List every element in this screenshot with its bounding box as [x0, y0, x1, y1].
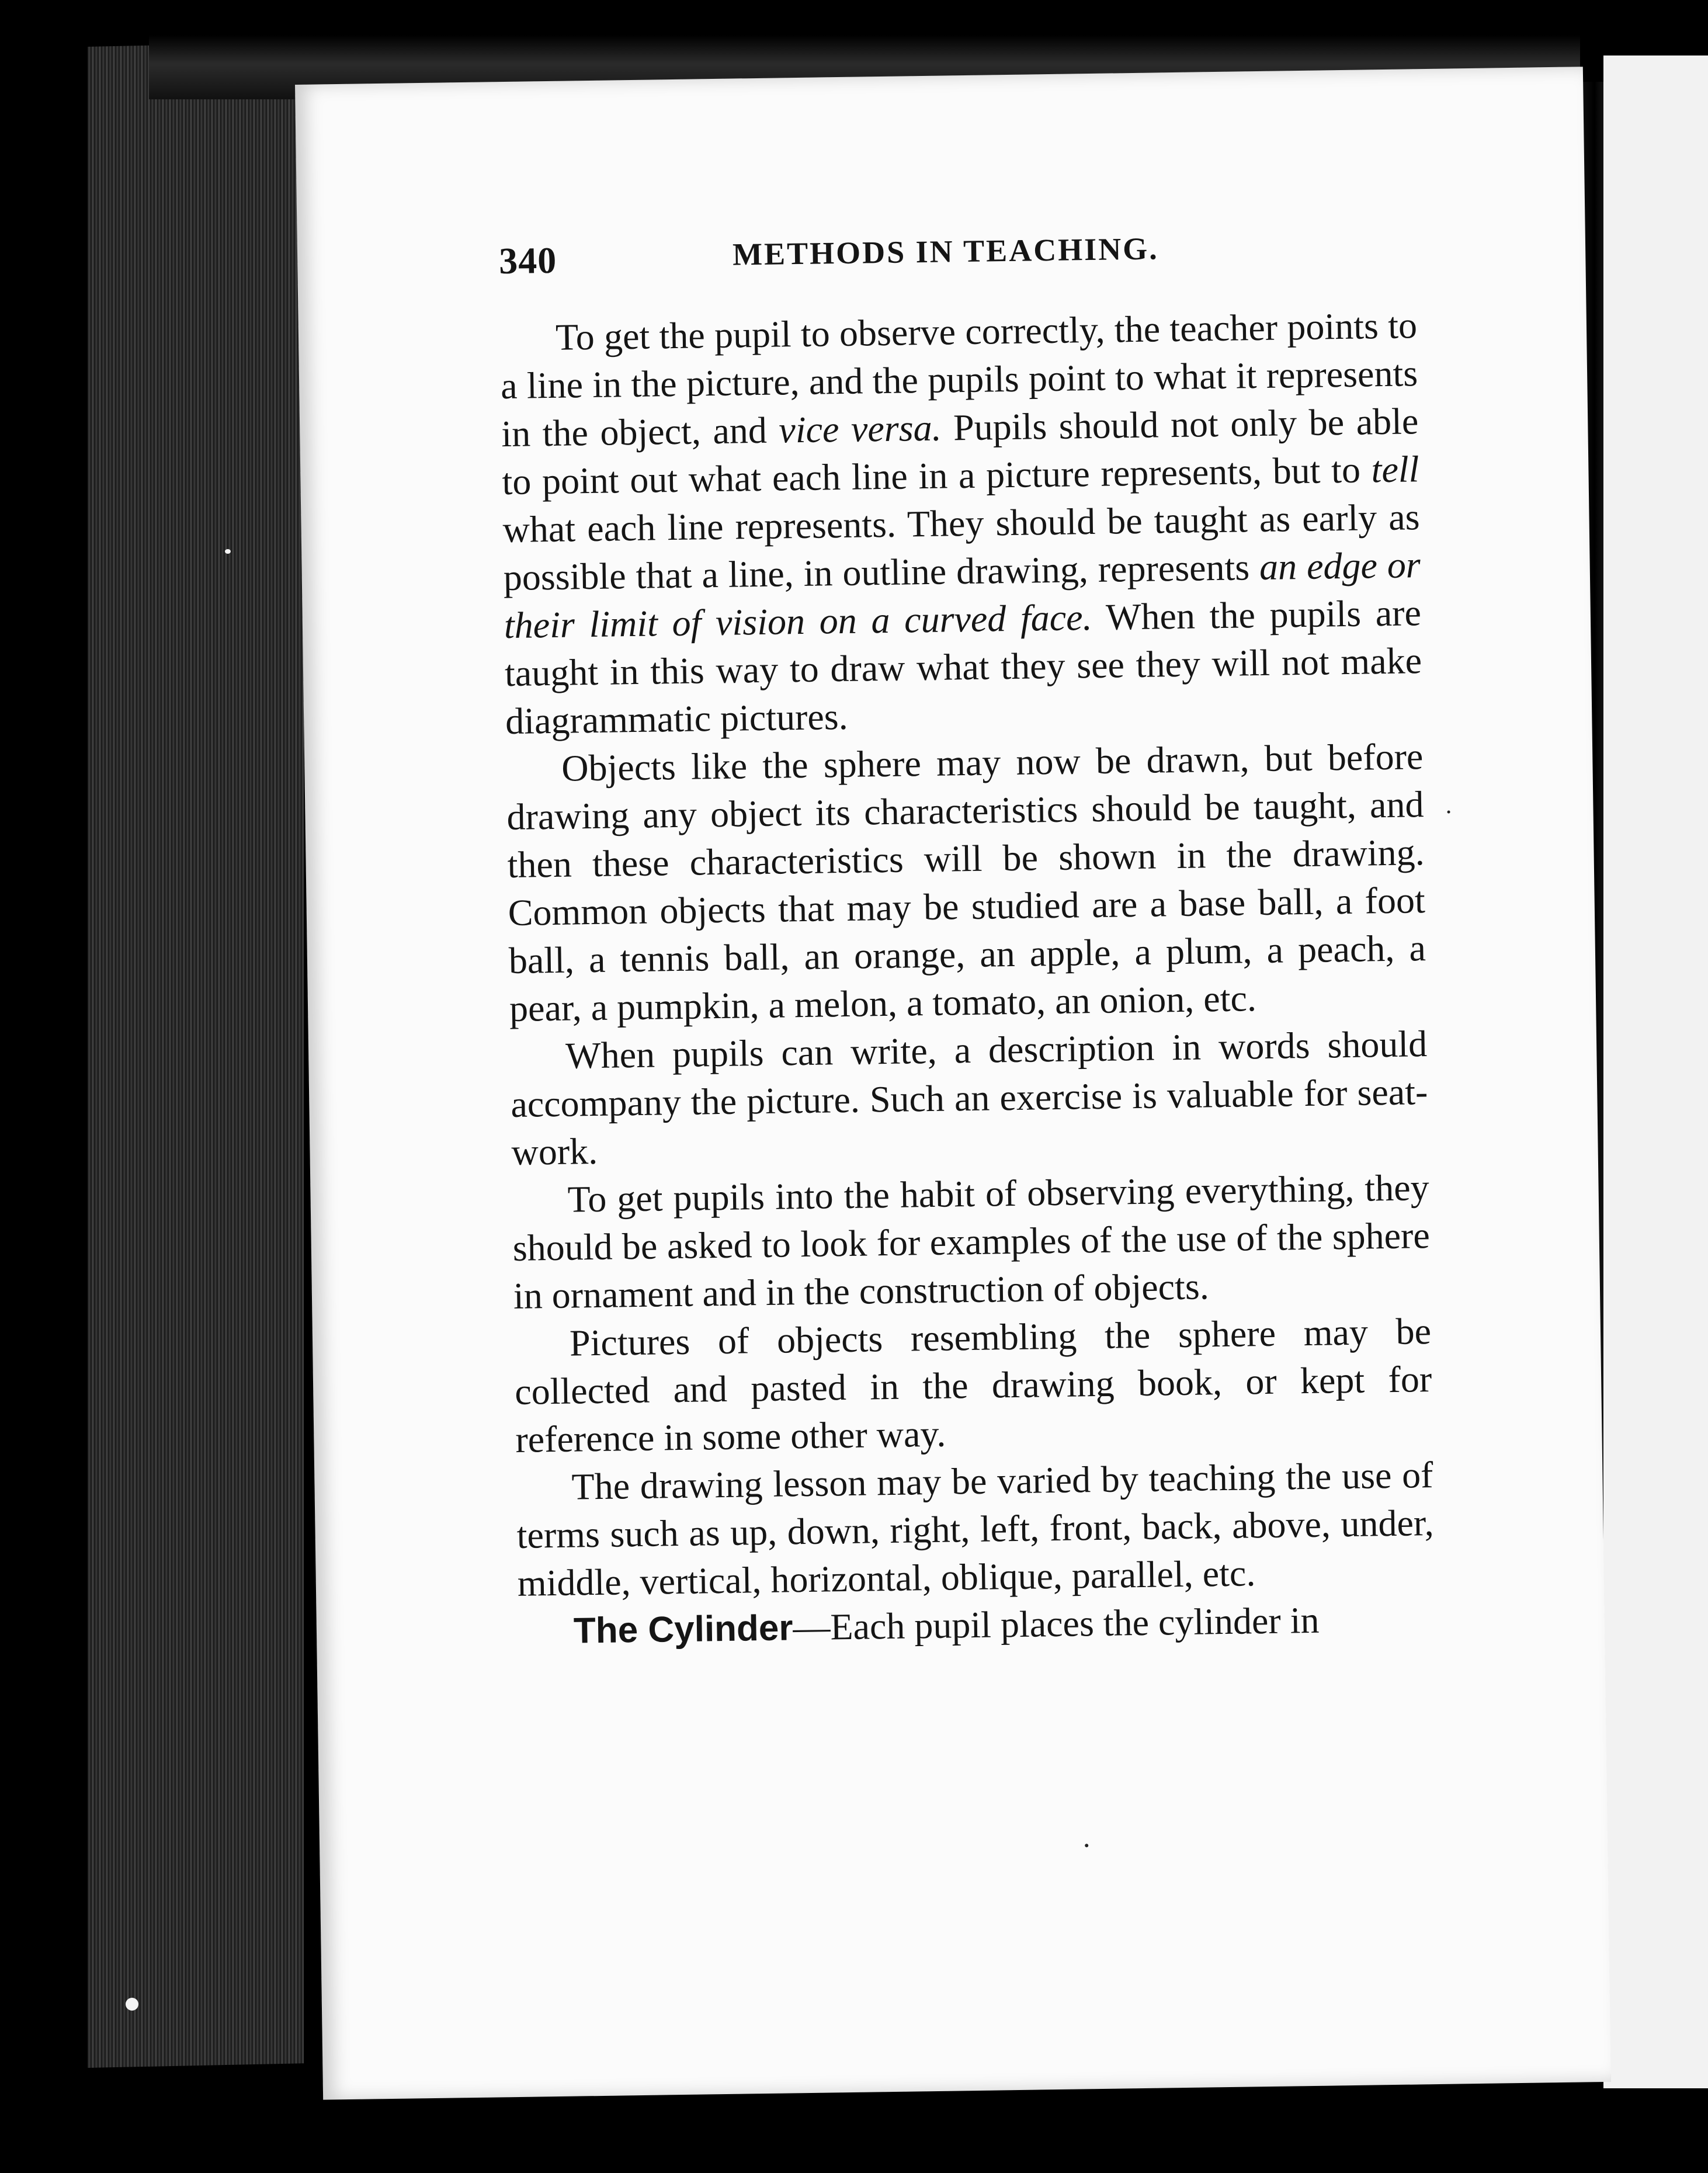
- italic-text: vice versa.: [778, 407, 942, 451]
- paragraph-text: When the pupils are taught in this way to draw what they see they will not make diagrammatic pictures.: [504, 592, 1422, 742]
- scan-speck: [1085, 1844, 1088, 1847]
- paragraph-text: Pupils should not only be able to point out what each line in a picture represents, but to: [502, 400, 1419, 503]
- scan-speck: [126, 1998, 138, 2011]
- paragraph-habit-observing: To get pupils into the habit of observing everything, they should be asked to look for examples of the use of the sphere in ornament and in the construction of objects.: [512, 1167, 1431, 1317]
- page-number: 340: [498, 239, 557, 282]
- scan-speck: [225, 549, 231, 554]
- page-text-block: [499, 227, 1436, 1656]
- paragraph-text: what each line represents. They should be taught as early as possible that a line, in outline drawing, represents: [502, 496, 1421, 599]
- paragraph-pictures-collected: Pictures of objects resembling the sphere may be collected and pasted in the drawing book, or kept for reference in some other way.: [514, 1310, 1432, 1460]
- book-page-edges: [88, 42, 304, 2068]
- paragraph-text: To get the pupil to observe correctly, the teacher points to a line in the picture, and the pupils point to what it represents in the object, and: [500, 304, 1418, 455]
- paragraph-objects-sphere: Objects like the sphere may now be drawn, but before drawing any object its characteristics should be taught, and then these characteristics will be shown in the drawing. Common objects that may be studied are a base ball, a foot ball, a tennis ball, an orange, an apple, a plum, a peach, a pear, a pumpkin, a melon, a tomato, an onion, etc.: [506, 735, 1426, 1030]
- section-heading-cylinder: The Cylinder: [573, 1608, 793, 1651]
- book-page: [295, 67, 1611, 2099]
- running-head: [499, 227, 1417, 292]
- paragraph-drawing-lesson-terms: The drawing lesson may be varied by teaching the use of terms such as up, down, right, left, front, back, above, under, middle, vertical, horizontal, oblique, parallel, etc.: [516, 1454, 1435, 1604]
- italic-text: tell: [1371, 448, 1419, 491]
- paragraph-description-words: When pupils can write, a description in words should accompany the picture. Such an exercise is valuable for seat-work.: [510, 1023, 1428, 1174]
- scan-speck: [1447, 811, 1450, 814]
- italic-text: an edge or their limit of vision on a curved face.: [504, 544, 1421, 647]
- paragraph-text: —Each pupil places the cylinder in: [792, 1599, 1320, 1648]
- paragraph-observe-correctly: [500, 301, 1423, 745]
- running-title: METHODS IN TEACHING.: [732, 231, 1160, 272]
- facing-page-edge: [1603, 55, 1708, 2088]
